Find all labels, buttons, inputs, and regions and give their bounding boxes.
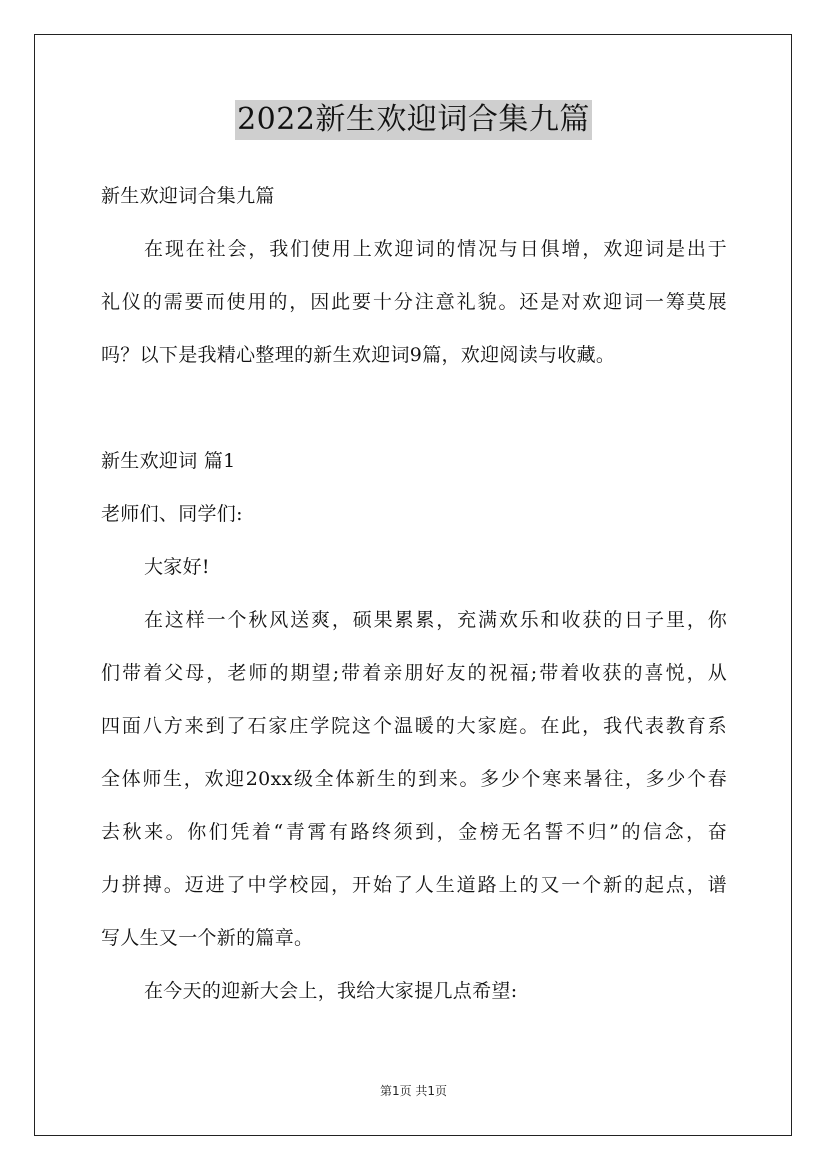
intro-line-1: 在现在社会，我们使用上欢迎词的情况与日俱增，欢迎词是出于 [144,238,727,260]
body-line-3: 四面八方来到了石家庄学院这个温暖的大家庭。在此，我代表教育系 [101,715,727,737]
body-line-7: 写人生又一个新的篇章。 [101,927,314,949]
document-title-text: 2022新生欢迎词合集九篇 [235,100,592,140]
body-line-5: 去秋来。你们凭着“青霄有路终须到，金榜无名誓不归”的信念，奋 [101,821,727,843]
body-line-6: 力拼搏。迈进了中学校园，开始了人生道路上的又一个新的起点，谱 [101,874,727,896]
body-line-2: 们带着父母，老师的期望;带着亲朋好友的祝福;带着收获的喜悦，从 [101,662,727,684]
document-title [0,100,827,140]
body-line-4: 全体师生，欢迎20xx级全体新生的到来。多少个寒来暑往，多少个春 [101,768,727,790]
subtitle: 新生欢迎词合集九篇 [101,185,275,207]
greeting: 大家好! [144,556,210,578]
section-heading: 新生欢迎词 篇1 [101,450,236,472]
document-body [101,170,727,1018]
intro-line-3: 吗？以下是我精心整理的新生欢迎词9篇，欢迎阅读与收藏。 [101,344,616,366]
paragraph-gap [101,382,727,435]
closing-line: 在今天的迎新大会上，我给大家提几点希望: [144,980,518,1002]
intro-line-2: 礼仪的需要而使用的，因此要十分注意礼貌。还是对欢迎词一筹莫展 [101,291,727,313]
body-line-1: 在这样一个秋风送爽，硕果累累，充满欢乐和收获的日子里，你 [144,609,727,631]
salutation: 老师们、同学们: [101,503,243,525]
page-footer: 第1页 共1页 [379,1084,448,1098]
